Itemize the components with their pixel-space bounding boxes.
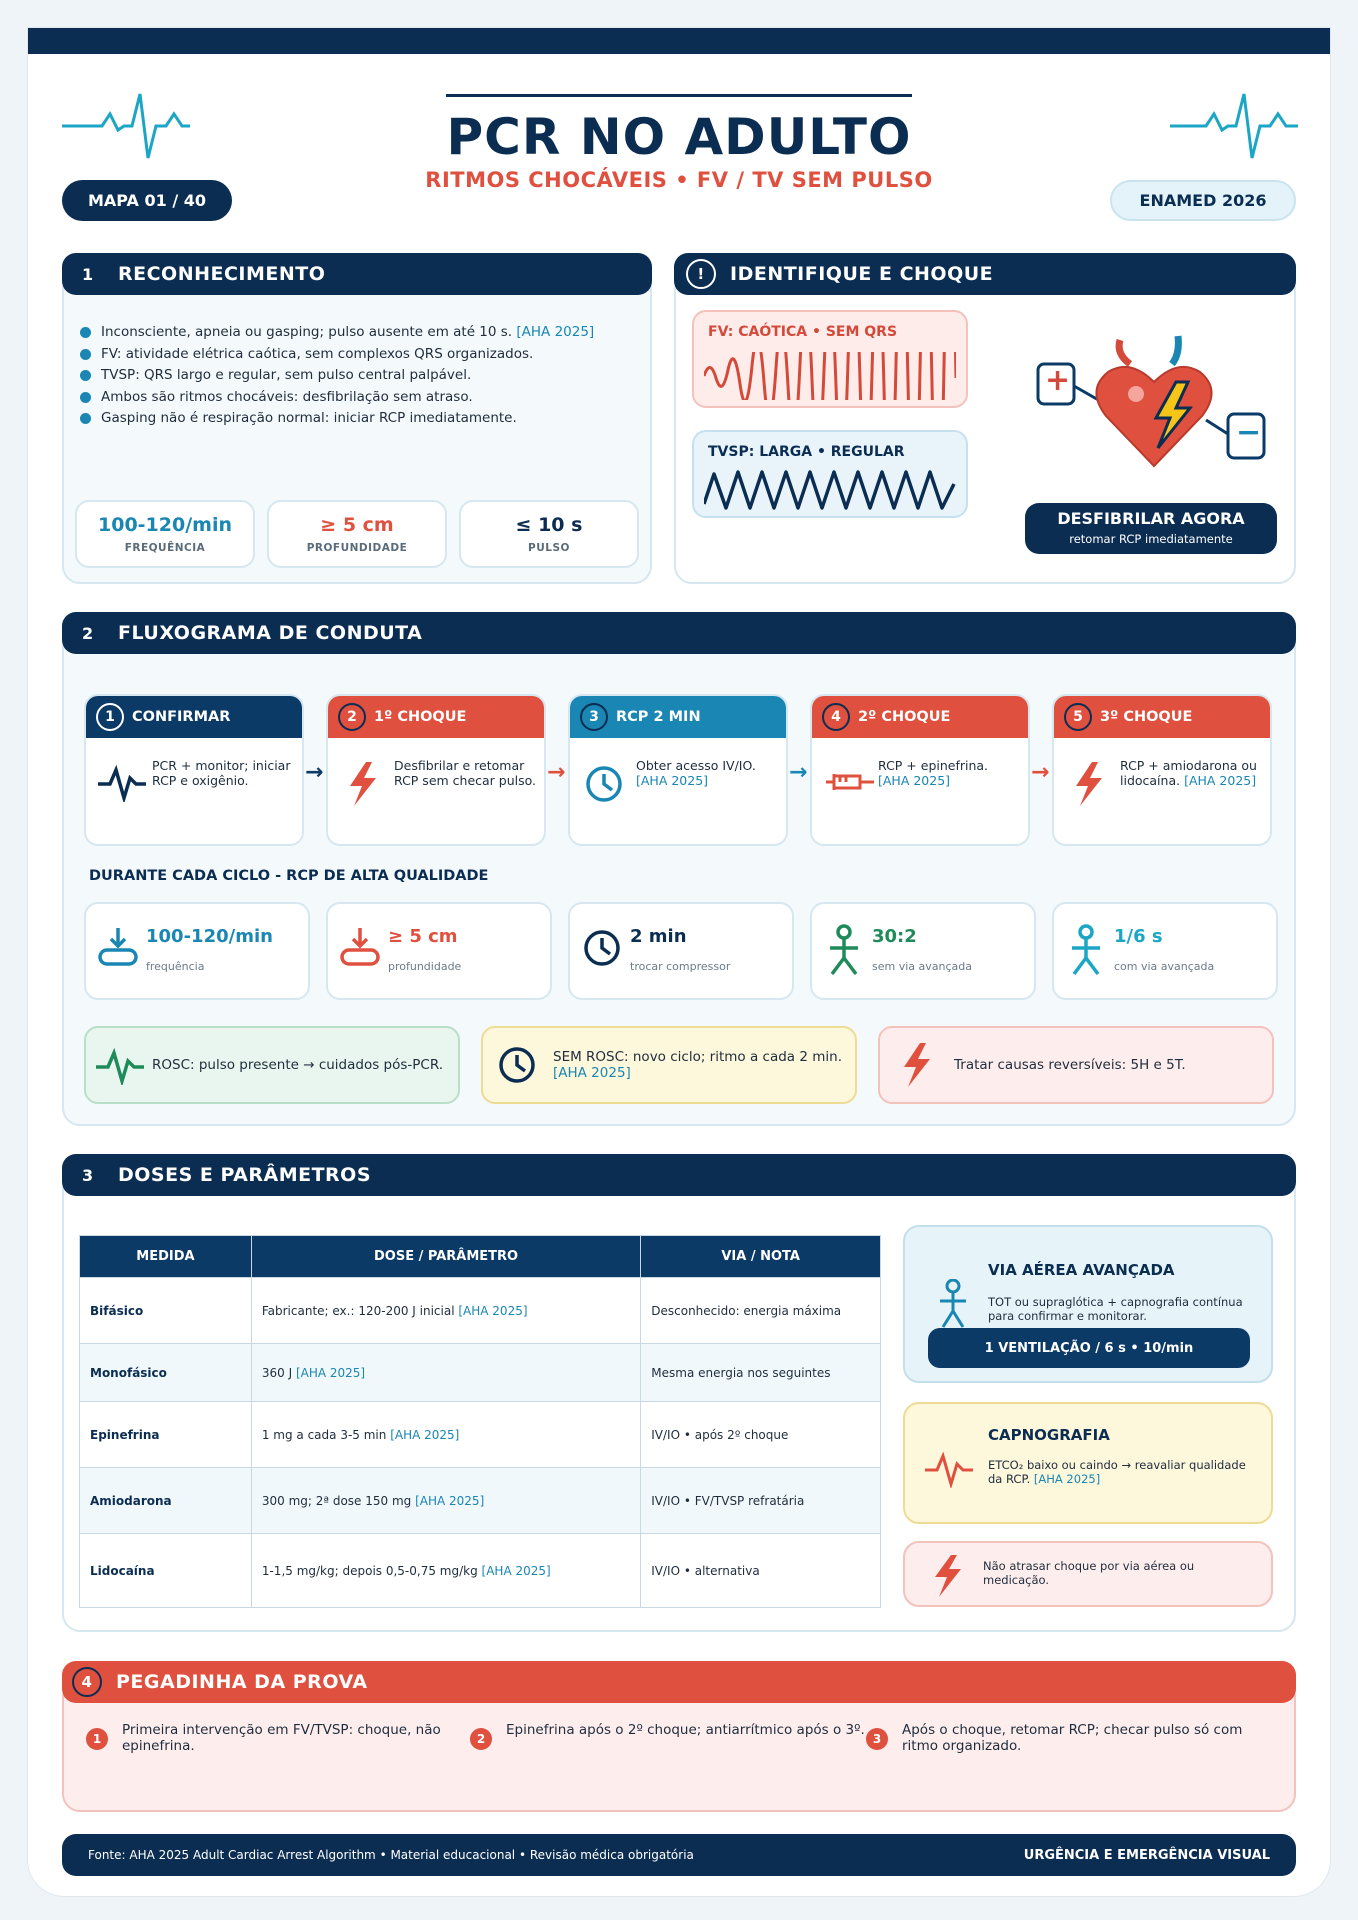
clock-icon (495, 1043, 539, 1087)
column-header: DOSE / PARÂMETRO (251, 1236, 640, 1278)
section-title: IDENTIFIQUE E CHOQUE (730, 263, 994, 285)
title-rule (446, 94, 912, 97)
rosc-note: ROSC: pulso presente → cuidados pós-PCR. (84, 1026, 460, 1104)
top-bar (28, 28, 1330, 54)
list-item: Inconsciente, apneia ou gasping; pulso ausente em até 10 s. [AHA 2025] (80, 322, 594, 344)
table-row: Lidocaína 1-1,5 mg/kg; depois 0,5-0,75 mg/kg [AHA 2025] IV/IO • alternativa (80, 1534, 881, 1608)
minus-sign: − (1236, 415, 1262, 450)
table-row: Bifásico Fabricante; ex.: 120-200 J inicial [AHA 2025] Desconhecido: energia máxima (80, 1278, 881, 1344)
footer-brand: URGÊNCIA E EMERGÊNCIA VISUAL (1023, 1847, 1270, 1863)
flow-step-second-shock: 4 2º CHOQUE RCP + epinefrina. [AHA 2025] (810, 694, 1030, 846)
flow-arrow-icon: → (1031, 760, 1050, 785)
column-header: MEDIDA (80, 1236, 252, 1278)
person-icon (935, 1279, 971, 1331)
syringe-icon (824, 762, 876, 802)
ventilation-pill: 1 VENTILAÇÃO / 6 s • 10/min (928, 1328, 1250, 1368)
cycle-card-frequency: 100-120/min frequência (84, 902, 310, 1000)
cycle-card-depth: ≥ 5 cm profundidade (326, 902, 552, 1000)
compression-icon (96, 926, 140, 970)
clock-icon (580, 926, 624, 970)
ekg-icon (98, 762, 146, 802)
map-badge: MAPA 01 / 40 (62, 180, 232, 221)
footer-source: Fonte: AHA 2025 Adult Cardiac Arrest Algorithm • Material educacional • Revisão médica obrigatória (88, 1848, 694, 1862)
bullet-icon (80, 349, 91, 360)
flow-step-cpr: 3 RCP 2 MIN Obter acesso IV/IO. [AHA 2025] (568, 694, 788, 846)
clock-icon (582, 762, 630, 806)
section-pitfalls-header: 4 PEGADINHA DA PROVA (62, 1661, 1296, 1703)
table-row: Epinefrina 1 mg a cada 3-5 min [AHA 2025] IV/IO • após 2º choque (80, 1402, 881, 1468)
reversible-causes-note: Tratar causas reversíveis: 5H e 5T. (878, 1026, 1274, 1104)
warning-box: Não atrasar choque por via aérea ou medicação. (903, 1541, 1273, 1607)
fv-label: FV: CAÓTICA • SEM QRS (708, 324, 898, 340)
table-row: Amiodarona 300 mg; 2ª dose 150 mg [AHA 2025] IV/IO • FV/TVSP refratária (80, 1468, 881, 1534)
bullet-icon (80, 327, 91, 338)
cycle-card-ratio: 30:2 sem via avançada (810, 902, 1036, 1000)
pitfall-item: 2 Epinefrina após o 2º choque; antiarrítmico após o 3º. (470, 1722, 870, 1750)
section-recognition-header: 1 RECONHECIMENTO (62, 253, 652, 295)
fv-wave-icon (704, 352, 956, 400)
table-header-row (80, 1236, 881, 1278)
section-title: RECONHECIMENTO (118, 263, 326, 285)
cycle-title: DURANTE CADA CICLO - RCP DE ALTA QUALIDADE (89, 868, 489, 884)
page-subtitle: RITMOS CHOCÁVEIS • FV / TV SEM PULSO (425, 168, 933, 192)
depth-icon (338, 926, 382, 970)
footer (62, 1834, 1296, 1876)
pitfall-item: 3 Após o choque, retomar RCP; checar pulso só com ritmo organizado. (866, 1722, 1266, 1754)
section-identify-header (674, 253, 1296, 295)
flow-arrow-icon: → (305, 760, 324, 785)
defibrillate-now-banner: DESFIBRILAR AGORA retomar RCP imediatamente (1025, 503, 1277, 554)
table-row: Monofásico 360 J [AHA 2025] Mesma energia nos seguintes (80, 1344, 881, 1402)
list-item: Gasping não é respiração normal: iniciar RCP imediatamente. (80, 408, 594, 430)
pitfall-item: 1 Primeira intervenção em FV/TVSP: choque, não epinefrina. (86, 1722, 450, 1754)
section-flowchart-header: 2 FLUXOGRAMA DE CONDUTA (62, 612, 1296, 654)
column-header: VIA / NOTA (641, 1236, 881, 1278)
capnography-box: CAPNOGRAFIA ETCO₂ baixo ou caindo → reavaliar qualidade da RCP. [AHA 2025] (903, 1402, 1273, 1524)
list-item: Ambos são ritmos chocáveis: desfibrilação sem atraso. (80, 387, 594, 409)
flow-step-third-shock: 5 3º CHOQUE RCP + amiodarona ou lidocaína. [AHA 2025] (1052, 694, 1272, 846)
flow-step-confirm: 1 CONFIRMAR PCR + monitor; iniciar RCP e oxigênio. (84, 694, 304, 846)
bullet-icon (80, 413, 91, 424)
lightning-icon (927, 1555, 963, 1597)
section-title: DOSES E PARÂMETROS (118, 1164, 372, 1186)
ekg-icon (96, 1045, 144, 1085)
cycle-card-ventilation: 1/6 s com via avançada (1052, 902, 1278, 1000)
fv-rhythm-card (692, 310, 968, 408)
bullet-icon (80, 392, 91, 403)
stat-card-pulse: ≤ 10 s PULSO (459, 500, 639, 568)
recognition-bullets (80, 322, 594, 430)
list-item: FV: atividade elétrica caótica, sem complexos QRS organizados. (80, 344, 594, 366)
heart-defibrillator-icon (1030, 330, 1274, 476)
flow-step-first-shock: 2 1º CHOQUE Desfibrilar e retomar RCP sem checar pulso. (326, 694, 546, 846)
stat-card-depth: ≥ 5 cm PROFUNDIDADE (267, 500, 447, 568)
alert-icon: ! (686, 259, 716, 289)
lightning-icon (894, 1043, 934, 1087)
section-doses-header: 3 DOSES E PARÂMETROS (62, 1154, 1296, 1196)
page-title: PCR NO ADULTO (446, 108, 912, 166)
ekg-icon (925, 1448, 973, 1488)
stat-card-frequency: 100-120/min FREQUÊNCIA (75, 500, 255, 568)
no-rosc-note: SEM ROSC: novo ciclo; ritmo a cada 2 min. [AHA 2025] (481, 1026, 857, 1104)
lightning-icon (1066, 762, 1114, 806)
tvsp-label: TVSP: LARGA • REGULAR (708, 444, 905, 460)
lightning-icon (340, 762, 388, 806)
person-icon (1064, 924, 1108, 980)
cycle-card-compressor: 2 min trocar compressor (568, 902, 794, 1000)
airway-box: VIA AÉREA AVANÇADA TOT ou supraglótica + capnografia contínua para confirmar e monitorar. 1 VENTILAÇÃO / 6 s • 10/min (903, 1225, 1273, 1383)
person-icon (822, 924, 866, 980)
doses-table (79, 1235, 881, 1608)
bullet-icon (80, 370, 91, 381)
plus-sign: + (1045, 363, 1071, 398)
section-title: FLUXOGRAMA DE CONDUTA (118, 622, 423, 644)
flow-arrow-icon: → (789, 760, 808, 785)
flow-arrow-icon: → (547, 760, 566, 785)
exam-badge: ENAMED 2026 (1110, 180, 1296, 221)
section-title: PEGADINHA DA PROVA (116, 1671, 368, 1693)
tvsp-wave-icon (704, 464, 956, 514)
list-item: TVSP: QRS largo e regular, sem pulso central palpável. (80, 365, 594, 387)
tvsp-rhythm-card (692, 430, 968, 518)
